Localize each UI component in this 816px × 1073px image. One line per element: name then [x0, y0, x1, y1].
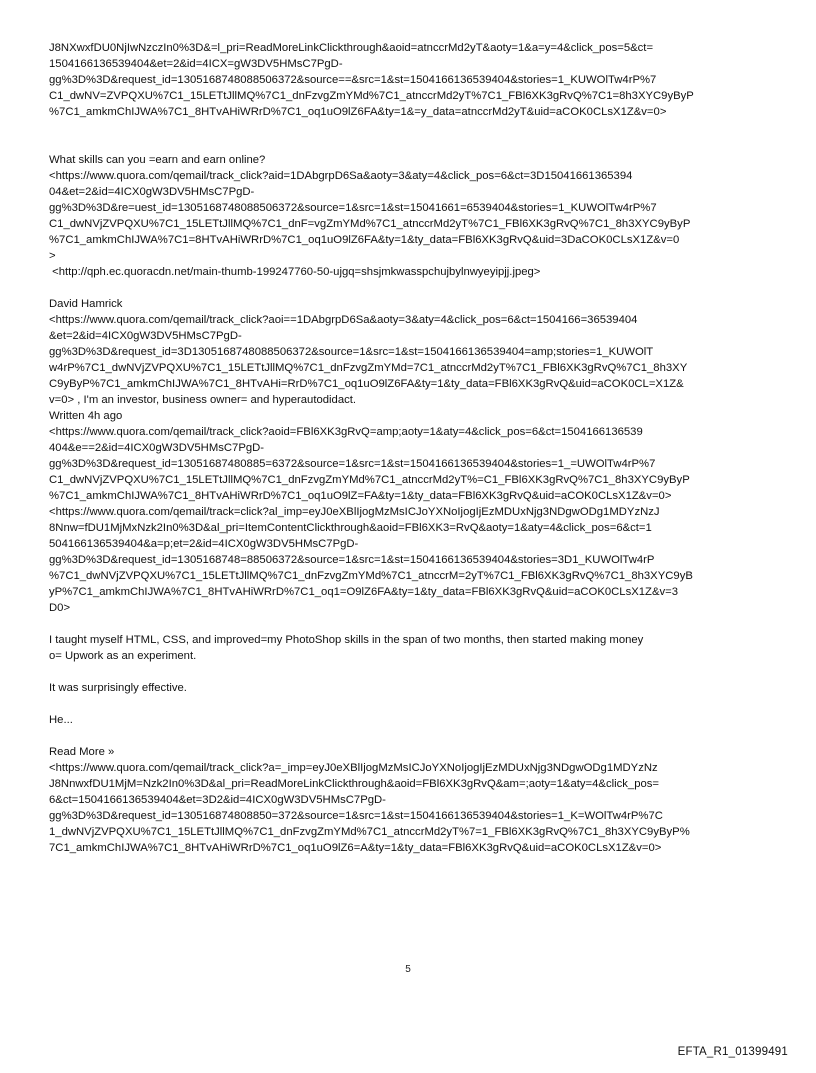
link-block-1: [49, 40, 784, 120]
url-line[interactable]: <https://www.quora.com/qemail/track_click?aid=1DAbgrpD6Sa&aoty=3&aty=4&click_pos=6&ct=3D15041661365394: [49, 170, 633, 182]
answer-text-line: It was surprisingly effective.: [49, 682, 187, 694]
url-line[interactable]: %7C1_amkmChIJWA%7C1=8HTvAHiWRrD%7C1_oq1uO9lZ6FA&ty=1&ty_data=FBl6XK3gRvQ&uid=3DaCOK0CLsX1Z&v=0: [49, 234, 680, 246]
url-line[interactable]: C1_dwNVjZVPQXU%7C1_15LETtJllMQ%7C1_dnFzvgZmYMd%7C1_atnccrMd2yT%=C1_FBl6XK3gRvQ%7C1_8h3XYC9yByP: [49, 474, 690, 486]
spacer: [49, 280, 784, 296]
question-block: [49, 152, 784, 280]
url-line[interactable]: 504166136539404&a=p;et=2&id=4ICX0gW3DV5HMsC7PgD-: [49, 538, 359, 550]
answer-paragraph: [49, 632, 784, 664]
url-line[interactable]: C1_dwNVjZVPQXU%7C1_15LETtJllMQ%7C1_dnF=vgZmYMd%7C1_atnccrMd2yT%7C1_FBl6XK3gRvQ%7C1_8h3XYC9yByP: [49, 218, 691, 230]
author-name: David Hamrick: [49, 298, 123, 310]
url-line[interactable]: gg%3D%3D&request_id=1305168748=88506372&source=1&src=1&st=1504166136539404&stories=3D1_KUWOlTw4rP: [49, 554, 655, 566]
url-line[interactable]: %7C1_amkmChIJWA%7C1_8HTvAHiWRrD%7C1_oq1uO9lZ=FA&ty=1&ty_data=FBl6XK3gRvQ&uid=aCOK0CLsX1Z&v=0>: [49, 490, 672, 502]
url-line[interactable]: D0>: [49, 602, 71, 614]
url-line[interactable]: yP%7C1_amkmChIJWA%7C1_8HTvAHiWRrD%7C1_oq1=O9lZ6FA&ty=1&ty_data=FBl6XK3gRvQ&uid=aCOK0CLsX1Z&v=3: [49, 586, 679, 598]
author-block: [49, 296, 784, 616]
url-line[interactable]: gg%3D%3D&request_id=13051687480885=6372&source=1&src=1&st=1504166136539404&stories=1_=UWOlTw4rP%7: [49, 458, 656, 470]
url-line[interactable]: gg%3D%3D&request_id=130516874808850=372&source=1&src=1&st=1504166136539404&stories=1_K=WOlTw4rP%7C: [49, 810, 663, 822]
author-credential: v=0> , I'm an investor, business owner= and hyperautodidact.: [49, 394, 357, 406]
question-title: What skills can you =earn and earn online?: [49, 154, 266, 166]
url-line[interactable]: J8NnwxfDU1MjM=Nzk2In0%3D&al_pri=ReadMoreLinkClickthrough&aoid=FBl6XK3gRvQ&am=;aoty=1&aty=4&click_pos=: [49, 778, 660, 790]
url-line[interactable]: J8NXwxfDU0NjIwNzczIn0%3D&=l_pri=ReadMoreLinkClickthrough&aoid=atnccrMd2yT&aoty=1&a=y=4&click_pos=5&ct=: [49, 42, 654, 54]
url-line[interactable]: gg%3D%3D&re=uest_id=1305168748088506372&source=1&src=1&st=15041661=6539404&stories=1_KUWOlTw4rP%7: [49, 202, 657, 214]
url-line[interactable]: &et=2&id=4ICX0gW3DV5HMsC7PgD-: [49, 330, 242, 342]
answer-truncated: He...: [49, 714, 73, 726]
url-line[interactable]: gg%3D%3D&request_id=3D1305168748088506372&source=1&src=1&st=1504166136539404=amp;stories=1_KUWOlT: [49, 346, 654, 358]
written-timestamp: Written 4h ago: [49, 410, 123, 422]
url-line[interactable]: %7C1_dwNVjZVPQXU%7C1_15LETtJllMQ%7C1_dnFzvgZmYMd%7C1_atnccrM=2yT%7C1_FBl6XK3gRvQ%7C1_8h3XYC9yB: [49, 570, 693, 582]
answer-text-line: o= Upwork as an experiment.: [49, 650, 197, 662]
url-line[interactable]: gg%3D%3D&request_id=1305168748088506372&source==&src=1&st=1504166136539404&stories=1_KUWOlTw4rP%7: [49, 74, 657, 86]
spacer: [49, 616, 784, 632]
bates-stamp: EFTA_R1_01399491: [677, 1046, 788, 1058]
url-line[interactable]: 6&ct=1504166136539404&et=3D2&id=4ICX0gW3DV5HMsC7PgD-: [49, 794, 386, 806]
spacer: [49, 696, 784, 712]
url-line[interactable]: w4rP%7C1_dwNVjZVPQXU%7C1_15LETtJllMQ%7C1_dnFzvgZmYMd=7C1_atnccrMd2yT%7C1_FBl6XK3gRvQ%7C1_8h3XY: [49, 362, 688, 374]
url-line[interactable]: 7C1_amkmChIJWA%7C1_8HTvAHiWRrD%7C1_oq1uO9lZ6=A&ty=1&ty_data=FBl6XK3gRvQ&uid=aCOK0CLsX1Z&v=0>: [49, 842, 662, 854]
spacer: [49, 120, 784, 152]
url-line[interactable]: 1_dwNVjZVPQXU%7C1_15LETtJllMQ%7C1_dnFzvgZmYMd%7C1_atnccrMd2yT%7=1_FBl6XK3gRvQ%7C1_8h3XYC9yByP%: [49, 826, 690, 838]
url-line[interactable]: 404&e==2&id=4ICX0gW3DV5HMsC7PgD-: [49, 442, 265, 454]
url-line[interactable]: <https://www.quora.com/qemail/track_click?aoid=FBl6XK3gRvQ=amp;aoty=1&aty=4&click_pos=6&ct=1504166136539: [49, 426, 643, 438]
url-line[interactable]: <https://www.quora.com/qemail/track_click?aoi==1DAbgrpD6Sa&aoty=3&aty=4&click_pos=6&ct=1504166=36539404: [49, 314, 638, 326]
url-line[interactable]: C1_dwNV=ZVPQXU%7C1_15LETtJllMQ%7C1_dnFzvgZmYMd%7C1_atnccrMd2yT%7C1_FBl6XK3gRvQ%7C1=8h3XYC9yByP: [49, 90, 694, 102]
read-more-link[interactable]: Read More »: [49, 746, 115, 758]
url-line[interactable]: <https://www.quora.com/qemail/track_click?a=_imp=eyJ0eXBlIjogMzMsICJoYXNoIjogIjEzMDUxNjg3NDgwODg1MDYzNz: [49, 762, 658, 774]
page-number: 5: [405, 964, 411, 975]
url-line[interactable]: 1504166136539404&et=2&id=4ICX=gW3DV5HMsC7PgD-: [49, 58, 343, 70]
answer-text-line: I taught myself HTML, CSS, and improved=my PhotoShop skills in the span of two months, then started making money: [49, 634, 644, 646]
url-line[interactable]: %7C1_amkmChIJWA%7C1_8HTvAHiWRrD%7C1_oq1uO9lZ6FA&ty=1&=y_data=atnccrMd2yT&uid=aCOK0CLsX1Z&v=0>: [49, 106, 667, 118]
url-line[interactable]: >: [49, 250, 56, 262]
email-body: [49, 40, 784, 856]
url-line[interactable]: C9yByP%7C1_amkmChIJWA%7C1_8HTvAHi=RrD%7C1_oq1uO9lZ6FA&ty=1&ty_data=FBl6XK3gRvQ&uid=aCOK0CL=X1Z&: [49, 378, 684, 390]
url-line[interactable]: 04&et=2&id=4ICX0gW3DV5HMsC7PgD-: [49, 186, 255, 198]
spacer: [49, 664, 784, 680]
url-line[interactable]: <https://www.quora.com/qemail/track=click?al_imp=eyJ0eXBlIjogMzMsICJoYXNoIjogIjEzMDUxNjg3NDgwODg1MDYzNzJ: [49, 506, 660, 518]
image-url-line[interactable]: <http://qph.ec.quoracdn.net/main-thumb-199247760-50-ujgq=shsjmkwasspchujbylnwyeyipjj.jpeg>: [49, 266, 541, 278]
url-line[interactable]: 8Nnw=fDU1MjMxNzk2In0%3D&al_pri=ItemContentClickthrough&aoid=FBl6XK3=RvQ&aoty=1&aty=4&click_pos=6&ct=1: [49, 522, 652, 534]
read-more-block: [49, 744, 784, 856]
spacer: [49, 728, 784, 744]
